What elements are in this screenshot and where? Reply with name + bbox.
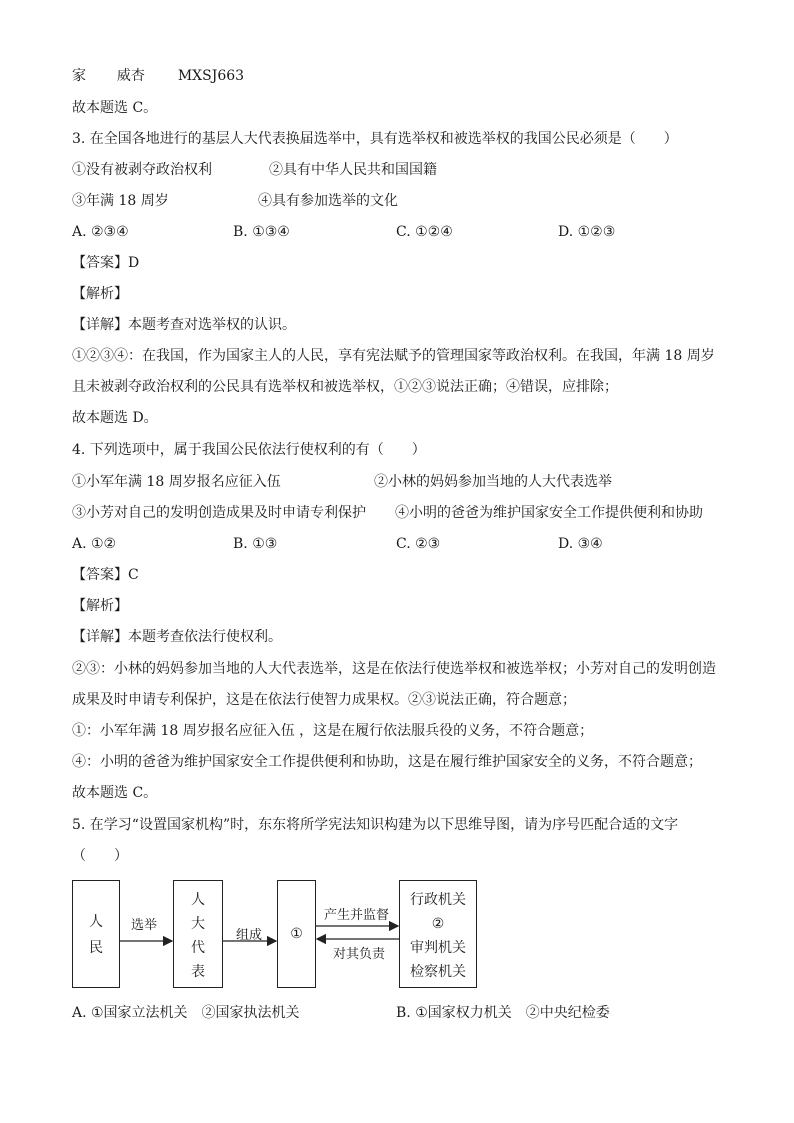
q4-detail: 【详解】本题考查依法行使权利。	[72, 629, 282, 645]
q3-statement-1: ①没有被剥夺政治权利	[72, 162, 212, 178]
q4-explanation-1: ②③：小林的妈妈参加当地的人大代表选举，这是在依法行使选举权和被选举权；小芳对自己的发明创造	[72, 661, 716, 677]
q3-statement-2: ②具有中华人民共和国国籍	[269, 162, 437, 178]
label-elect: 选举	[131, 918, 158, 933]
header-text-1: 家	[72, 68, 86, 84]
q4-answer: 【答案】C	[72, 567, 139, 583]
organ-judicial: 审判机关	[410, 940, 466, 956]
label-compose: 组成	[236, 928, 263, 943]
label-produce-supervise: 产生并监督	[324, 908, 390, 923]
q3-explanation-1: ①②③④：在我国，作为国家主人的人民，享有宪法赋予的管理国家等政治权利。在我国，年满 18 周岁	[72, 348, 715, 364]
q4-stem: 4. 下列选项中，属于我国公民依法行使权利的有（ ）	[72, 442, 426, 458]
q3-explanation-2: 且未被剥夺政治权利的公民具有选举权和被选举权，①②③说法正确；④错误，应排除；	[72, 379, 618, 395]
q3-detail: 【详解】本题考查对选举权的认识。	[72, 317, 296, 333]
box-deputies-char-1: 人	[191, 892, 205, 908]
blank-2-marker: ②	[431, 916, 445, 932]
header-text-2: 威杏	[116, 68, 145, 84]
q3-option-d: D. ①②③	[558, 224, 616, 240]
q3-stem: 3. 在全国各地进行的基层人大代表换届选举中，具有选举权和被选举权的我国公民必须是（ ）	[72, 131, 678, 147]
q4-explanation-3: ①：小军年满 18 周岁报名应征入伍 ，这是在履行依法服兵役的义务，不符合题意；	[72, 723, 594, 739]
q5-bracket: （ ）	[72, 848, 128, 864]
organ-procuratorial: 检察机关	[410, 964, 466, 980]
header-code: MXSJ663	[177, 68, 245, 84]
q5-option-b: B. ①国家权力机关 ②中央纪检委	[396, 1005, 610, 1021]
q4-statement-3: ③小芳对自己的发明创造成果及时申请专利保护	[72, 505, 366, 521]
q4-statement-4: ④小明的爸爸为维护国家安全工作提供便利和协助	[395, 505, 703, 521]
q3-conclusion: 故本题选 D。	[72, 410, 158, 426]
box-deputies-char-4: 表	[191, 964, 205, 980]
q4-option-d: D. ③④	[558, 536, 603, 552]
q4-option-c: C. ②③	[396, 536, 441, 552]
q3-statement-3: ③年满 18 周岁	[72, 193, 169, 209]
q3-option-c: C. ①②④	[396, 224, 453, 240]
q5-option-a: A. ①国家立法机关 ②国家执法机关	[72, 1005, 300, 1021]
q5-stem: 5. 在学习“设置国家机构”时，东东将所学宪法知识构建为以下思维导图，请为序号匹配合适的文字	[72, 817, 679, 833]
q4-statement-1: ①小军年满 18 周岁报名应征入伍	[72, 474, 281, 490]
label-responsible: 对其负责	[333, 947, 386, 962]
q3-option-a: A. ②③④	[72, 224, 129, 240]
q4-conclusion: 故本题选 C。	[72, 785, 158, 801]
q2-conclusion: 故本题选 C。	[72, 100, 158, 116]
box-deputies-char-2: 大	[191, 916, 205, 932]
box-people-char-2: 民	[89, 940, 103, 956]
box-people-char-1: 人	[89, 914, 103, 930]
q4-statement-2: ②小林的妈妈参加当地的人大代表选举	[374, 474, 612, 490]
organ-administrative: 行政机关	[410, 892, 466, 908]
q3-analysis-label: 【解析】	[72, 286, 128, 302]
blank-1-marker: ①	[290, 926, 303, 942]
q4-explanation-2: 成果及时申请专利保护，这是在依法行使智力成果权。②③说法正确，符合题意；	[72, 692, 576, 708]
q4-analysis-label: 【解析】	[72, 598, 128, 614]
q3-statement-4: ④具有参加选举的文化	[258, 193, 398, 209]
box-deputies-char-3: 代	[191, 940, 205, 956]
q4-option-b: B. ①③	[233, 536, 278, 552]
q4-option-a: A. ①②	[72, 536, 117, 552]
q3-answer: 【答案】D	[72, 255, 140, 271]
q4-explanation-4: ④：小明的爸爸为维护国家安全工作提供便利和协助，这是在履行维护国家安全的义务，不符合题意；	[72, 754, 702, 770]
q3-option-b: B. ①③④	[233, 224, 290, 240]
